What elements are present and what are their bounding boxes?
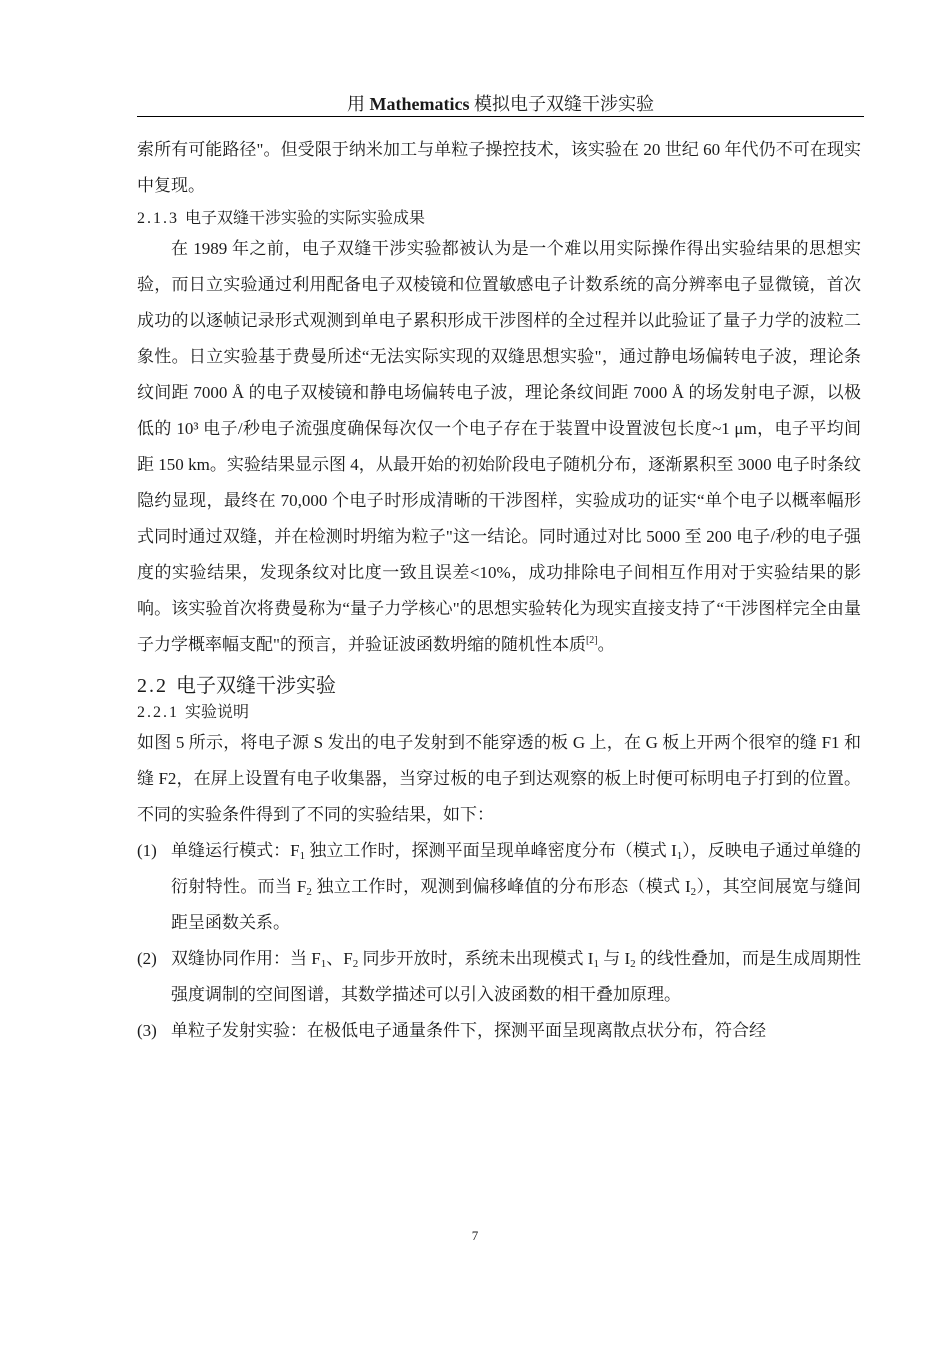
list-item-1-text: 单缝运行模式：F [171,841,300,860]
subscript: 2 [352,958,359,970]
header-bold-word: Mathematics [369,94,470,114]
list-item-2-text: 与 I [598,949,631,968]
list-item-2-text: 同步开放时，系统未出现模式 I [358,949,594,968]
section-2-1-3-heading [137,206,861,231]
section-2-1-3-paragraph [137,231,861,663]
subscript: 1 [299,850,306,862]
subscript: 2 [630,958,636,970]
page-number: 7 [471,1228,479,1243]
header-prefix: 用 [347,94,370,114]
citation-2: [2] [585,635,598,646]
list-item-1-text: ），其空间展宽与缝间距呈函数关系。 [171,877,861,932]
subscript: 1 [593,958,599,970]
list-item-3-text: 单粒子发射实验：在极低电子通量条件下，探测平面呈现离散点状分布，符合经 [171,1021,766,1040]
section-2-1-3-body: 在 1989 年之前，电子双缝干涉实验都被认为是一个难以用实际操作得出实验结果的思想实验，而日立实验通过利用配备电子双棱镜和位置敏感电子计数系统的高分辨率电子显微镜，首次成功的以逐帧记录形式观测到单电子累积形成干涉图样的全过程并以此验证了量子力学的波粒二象性。日立实验基于费曼所述“无法实际实现的双缝思想实验"，通过静电场偏转电子波，理论条纹间距 7000 Å 的电子双棱镜和静电场偏转电子波，理论条纹间距 7000 Å 的场发射电子源，以极低的 10³ 电子/秒电子流强度确保每次仅一个电子存在于装置中设置波包长度~1 μm，电子平均间距 150 km。实验结果显示图 4，从最开始的初始阶段电子随机分布，逐渐累积至 3000 电子时条纹隐约显现，最终在 70,000 个电子时形成清晰的干涉图样，实验成功的证实“单个电子以概率幅形式同时通过双缝，并在检测时坍缩为粒子"这一结论。同时通过对比 5000 至 200 电子/秒的电子强度的实验结果，发现条纹对比度一致且误差<10%，成功排除电子间相互作用对于实验结果的影响。该实验首次将费曼称为“量子力学核心"的思想实验转化为现实直接支持了“干涉图样完全由量子力学概率幅支配"的预言，并验证波函数坍缩的随机性本质 [137,239,861,654]
section-2-2-heading [137,671,861,700]
list-marker-3: (3) [137,1021,157,1040]
list-item-1 [137,833,861,941]
subscript: 1 [320,958,327,970]
list-marker-1: (1) [137,841,157,860]
section-2-2-number: 2.2 [137,675,168,697]
subscript: 2 [306,886,312,898]
list-item-2 [137,941,861,1013]
page-body [137,132,861,1049]
section-2-2-1-number: 2.2.1 [137,704,179,721]
intro-paragraph: 索所有可能路径"。但受限于纳米加工与单粒子操控技术，该实验在 20 世纪 60 年代仍不可在现实中复现。 [137,140,861,195]
section-2-1-3-title: 电子双缝干涉实验的实际实验成果 [185,208,426,227]
running-header [137,92,864,116]
section-2-2-title: 电子双缝干涉实验 [176,673,336,697]
subscript: 2 [690,886,697,898]
list-item-2-text: 双缝协同作用：当 F [171,949,321,968]
header-suffix: 模拟电子双缝干涉实验 [469,94,654,114]
section-2-2-1-title: 实验说明 [185,702,250,721]
list-item-3 [137,1013,861,1049]
subscript: 1 [676,850,683,862]
section-2-1-3-number: 2.1.3 [137,210,179,227]
list-item-1-text: 独立工作时，探测平面呈现单峰密度分布（模式 I [305,841,677,860]
list-item-1-text: 独立工作时，观测到偏移峰值的分布形态（模式 I [311,877,691,896]
section-2-2-1-paragraph: 如图 5 所示，将电子源 S 发出的电子发射到不能穿透的板 G 上，在 G 板上开两个很窄的缝 F1 和缝 F2，在屏上设置有电子收集器，当穿过板的电子到达观察的板上时便可标明电子打到的位置。不同的实验条件得到了不同的实验结果，如下： [137,733,861,824]
list-item-2-text: 的线性叠加，而是生成周期性强度调制的空间图谱，其数学描述可以引入波函数的相干叠加原理。 [171,949,861,1004]
list-item-1-text: ），反映电子通过单缝的衍射特性。而当 F [171,841,861,896]
list-item-2-text: 、F [326,949,353,968]
section-2-1-3-end: 。 [597,635,615,654]
section-2-2-1-heading [137,700,861,725]
list-marker-2: (2) [137,949,157,968]
header-rule [137,116,864,117]
